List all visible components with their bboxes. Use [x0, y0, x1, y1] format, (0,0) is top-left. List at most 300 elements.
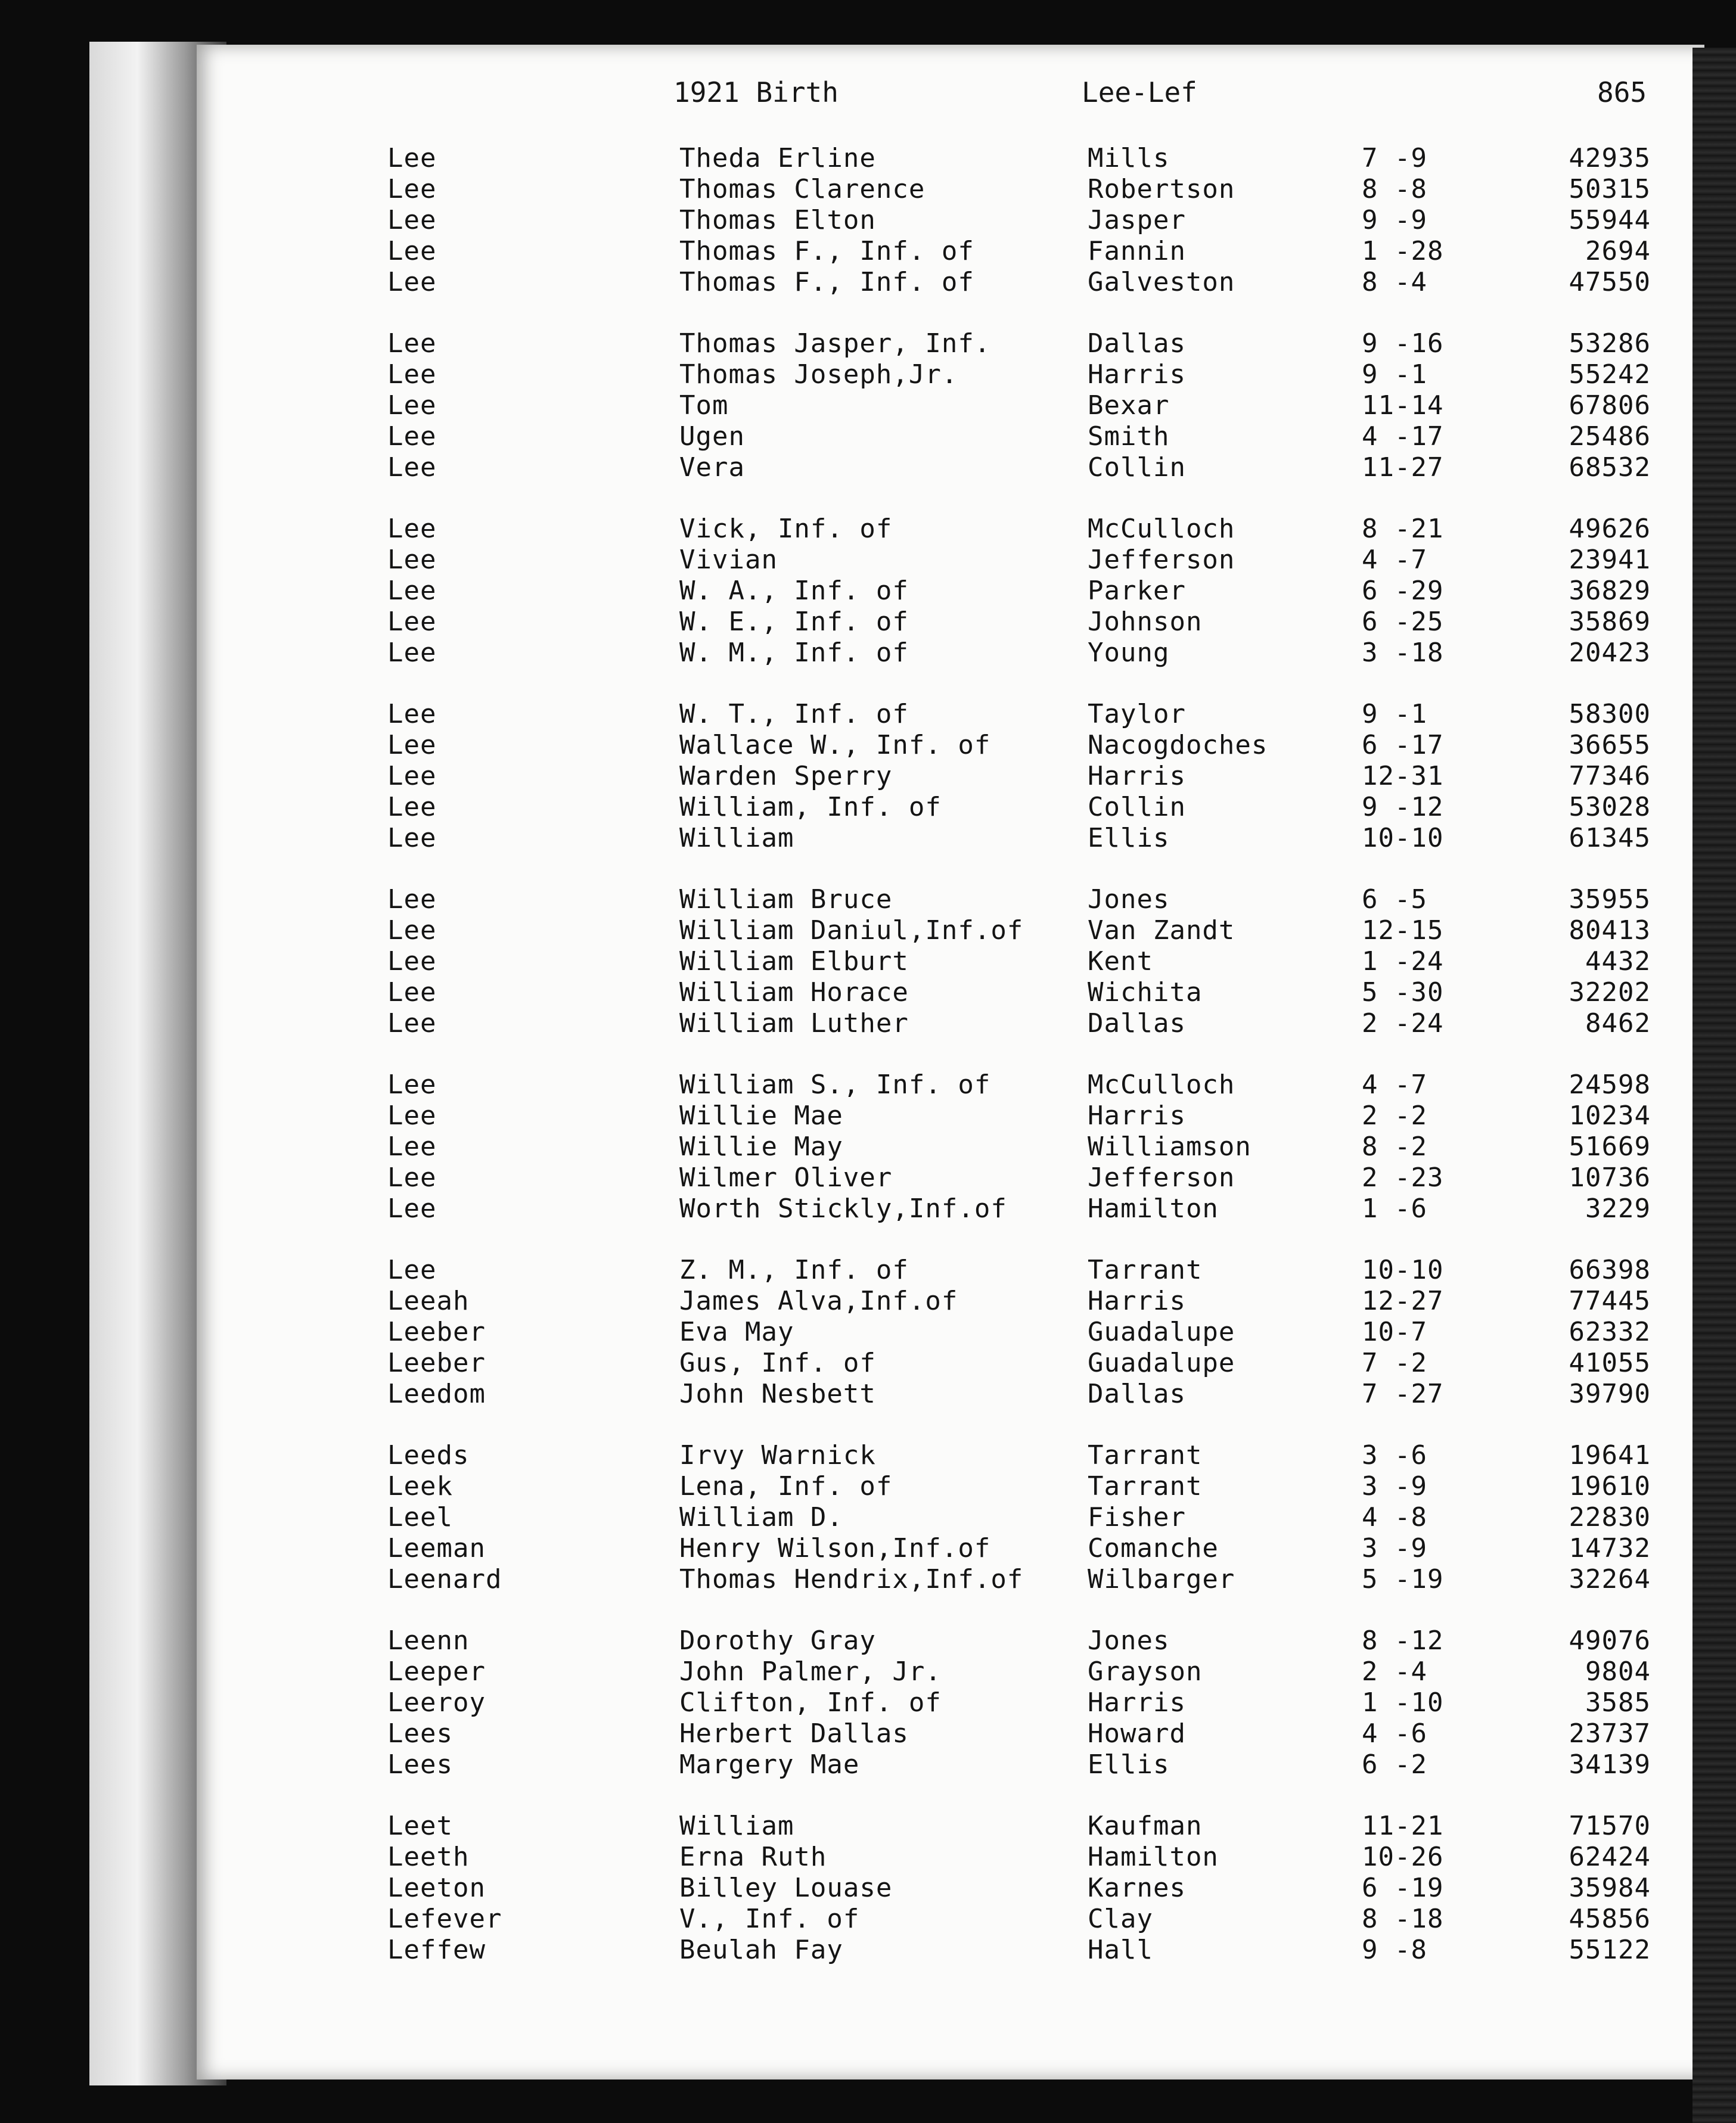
birth-date-cell: 8 -12	[1362, 1625, 1444, 1656]
certificate-number-cell: 35955	[1569, 884, 1651, 915]
page-header	[0, 76, 1736, 124]
index-entry-row	[0, 1008, 1736, 1039]
entry-group	[0, 699, 1736, 854]
entry-group	[0, 1811, 1736, 1966]
certificate-number-cell: 4432	[1585, 946, 1651, 977]
birth-date-cell: 6 -25	[1362, 607, 1444, 637]
surname-cell: Lee	[387, 946, 437, 977]
index-entry-row	[0, 977, 1736, 1008]
surname-cell: Lee	[387, 1193, 437, 1224]
index-entry-row	[0, 1317, 1736, 1348]
county-cell: Harris	[1088, 359, 1186, 390]
index-entry-row	[0, 1471, 1736, 1502]
certificate-number-cell: 25486	[1569, 421, 1651, 452]
given-name-cell: William S., Inf. of	[679, 1070, 991, 1100]
index-entry-row	[0, 1162, 1736, 1193]
birth-date-cell: 2 -2	[1362, 1101, 1427, 1131]
surname-cell: Leenn	[387, 1625, 470, 1656]
birth-date-cell: 9 -1	[1362, 699, 1427, 729]
birth-date-cell: 10-26	[1362, 1842, 1444, 1872]
surname-cell: Lee	[387, 884, 437, 915]
index-entry-row	[0, 390, 1736, 421]
given-name-cell: Thomas F., Inf. of	[679, 236, 974, 266]
certificate-number-cell: 55122	[1569, 1935, 1651, 1965]
certificate-number-cell: 55242	[1569, 359, 1651, 390]
certificate-number-cell: 35984	[1569, 1873, 1651, 1903]
entry-group	[0, 1625, 1736, 1780]
given-name-cell: Z. M., Inf. of	[679, 1255, 909, 1285]
given-name-cell: Margery Mae	[679, 1749, 860, 1780]
index-entry-row	[0, 452, 1736, 483]
index-entry-row	[0, 1379, 1736, 1410]
given-name-cell: Willie Mae	[679, 1101, 843, 1131]
certificate-number-cell: 49076	[1569, 1625, 1651, 1656]
surname-cell: Lee	[387, 174, 437, 204]
surname-cell: Lee	[387, 1255, 437, 1285]
certificate-number-cell: 77346	[1569, 761, 1651, 791]
birth-date-cell: 1 -10	[1362, 1687, 1444, 1718]
index-entry-row	[0, 143, 1736, 174]
given-name-cell: Lena, Inf. of	[679, 1471, 893, 1502]
birth-date-cell: 4 -6	[1362, 1718, 1427, 1749]
county-cell: Harris	[1088, 1687, 1186, 1718]
birth-date-cell: 1 -28	[1362, 236, 1444, 266]
surname-cell: Lee	[387, 1101, 437, 1131]
birth-date-cell: 3 -18	[1362, 638, 1444, 668]
county-cell: Smith	[1088, 421, 1170, 452]
given-name-cell: Ugen	[679, 421, 745, 452]
birth-date-cell: 8 -4	[1362, 267, 1427, 297]
given-name-cell: Clifton, Inf. of	[679, 1687, 942, 1718]
birth-index-list	[0, 143, 1736, 1996]
county-cell: Harris	[1088, 1286, 1186, 1316]
birth-date-cell: 7 -2	[1362, 1348, 1427, 1378]
certificate-number-cell: 62332	[1569, 1317, 1651, 1347]
birth-date-cell: 12-15	[1362, 915, 1444, 946]
surname-cell: Leeth	[387, 1842, 470, 1872]
birth-date-cell: 8 -8	[1362, 174, 1427, 204]
surname-cell: Lee	[387, 761, 437, 791]
birth-date-cell: 11-21	[1362, 1811, 1444, 1841]
certificate-number-cell: 50315	[1569, 174, 1651, 204]
surname-cell: Lee	[387, 792, 437, 822]
index-entry-row	[0, 545, 1736, 576]
birth-date-cell: 7 -9	[1362, 143, 1427, 173]
given-name-cell: Thomas Hendrix,Inf.of	[679, 1564, 1024, 1594]
county-cell: Jones	[1088, 1625, 1170, 1656]
surname-cell: Lee	[387, 267, 437, 297]
surname-cell: Leet	[387, 1811, 453, 1841]
index-entry-row	[0, 359, 1736, 390]
index-entry-row	[0, 607, 1736, 638]
index-entry-row	[0, 1935, 1736, 1966]
county-cell: Fisher	[1088, 1502, 1186, 1533]
county-cell: Dallas	[1088, 1379, 1186, 1409]
county-cell: Harris	[1088, 761, 1186, 791]
surname-cell: Leek	[387, 1471, 453, 1502]
index-entry-row	[0, 1904, 1736, 1935]
index-entry-row	[0, 1718, 1736, 1749]
index-entry-row	[0, 730, 1736, 761]
index-entry-row	[0, 1101, 1736, 1132]
given-name-cell: Wallace W., Inf. of	[679, 730, 991, 760]
birth-date-cell: 11-14	[1362, 390, 1444, 421]
index-entry-row	[0, 236, 1736, 267]
certificate-number-cell: 49626	[1569, 514, 1651, 544]
county-cell: Karnes	[1088, 1873, 1186, 1903]
index-entry-row	[0, 823, 1736, 854]
given-name-cell: W. T., Inf. of	[679, 699, 909, 729]
given-name-cell: W. M., Inf. of	[679, 638, 909, 668]
birth-date-cell: 5 -19	[1362, 1564, 1444, 1594]
given-name-cell: Thomas Clarence	[679, 174, 926, 204]
index-entry-row	[0, 946, 1736, 977]
index-entry-row	[0, 1255, 1736, 1286]
index-entry-row	[0, 1625, 1736, 1656]
index-entry-row	[0, 761, 1736, 792]
county-cell: Young	[1088, 638, 1170, 668]
surname-cell: Leeber	[387, 1348, 486, 1378]
given-name-cell: Irvy Warnick	[679, 1440, 876, 1471]
certificate-number-cell: 55944	[1569, 205, 1651, 235]
index-entry-row	[0, 884, 1736, 915]
certificate-number-cell: 8462	[1585, 1008, 1651, 1039]
index-entry-row	[0, 915, 1736, 946]
birth-date-cell: 5 -30	[1362, 977, 1444, 1008]
given-name-cell: Billey Louase	[679, 1873, 893, 1903]
surname-cell: Lee	[387, 143, 437, 173]
county-cell: Parker	[1088, 576, 1186, 606]
certificate-number-cell: 45856	[1569, 1904, 1651, 1934]
county-cell: McCulloch	[1088, 514, 1235, 544]
county-cell: Tarrant	[1088, 1440, 1203, 1471]
index-entry-row	[0, 421, 1736, 452]
given-name-cell: Henry Wilson,Inf.of	[679, 1533, 991, 1564]
surname-cell: Lee	[387, 915, 437, 946]
county-cell: Tarrant	[1088, 1255, 1203, 1285]
surname-cell: Lee	[387, 638, 437, 668]
certificate-number-cell: 3585	[1585, 1687, 1651, 1718]
given-name-cell: Theda Erline	[679, 143, 876, 173]
county-cell: Hall	[1088, 1935, 1153, 1965]
given-name-cell: Willie May	[679, 1132, 843, 1162]
county-cell: Comanche	[1088, 1533, 1219, 1564]
certificate-number-cell: 36655	[1569, 730, 1651, 760]
surname-cell: Leenard	[387, 1564, 502, 1594]
name-range-label: Lee-Lef	[1082, 76, 1197, 108]
entry-group	[0, 143, 1736, 298]
birth-date-cell: 3 -9	[1362, 1533, 1427, 1564]
surname-cell: Leeah	[387, 1286, 470, 1316]
county-cell: Wilbarger	[1088, 1564, 1235, 1594]
birth-date-cell: 6 -17	[1362, 730, 1444, 760]
index-entry-row	[0, 1533, 1736, 1564]
birth-date-cell: 11-27	[1362, 452, 1444, 483]
surname-cell: Lee	[387, 452, 437, 483]
surname-cell: Leeber	[387, 1317, 486, 1347]
certificate-number-cell: 2694	[1585, 236, 1651, 266]
given-name-cell: Eva May	[679, 1317, 794, 1347]
birth-date-cell: 3 -6	[1362, 1440, 1427, 1471]
county-cell: Robertson	[1088, 174, 1235, 204]
certificate-number-cell: 10234	[1569, 1101, 1651, 1131]
given-name-cell: Tom	[679, 390, 729, 421]
certificate-number-cell: 71570	[1569, 1811, 1651, 1841]
birth-date-cell: 8 -21	[1362, 514, 1444, 544]
county-cell: Dallas	[1088, 328, 1186, 359]
given-name-cell: John Palmer, Jr.	[679, 1656, 942, 1687]
surname-cell: Lee	[387, 236, 437, 266]
county-cell: Kent	[1088, 946, 1153, 977]
birth-date-cell: 8 -2	[1362, 1132, 1427, 1162]
birth-date-cell: 3 -9	[1362, 1471, 1427, 1502]
given-name-cell: John Nesbett	[679, 1379, 876, 1409]
county-cell: Jones	[1088, 884, 1170, 915]
certificate-number-cell: 24598	[1569, 1070, 1651, 1100]
given-name-cell: William	[679, 1811, 794, 1841]
county-cell: Howard	[1088, 1718, 1186, 1749]
record-year-label: 1921 Birth	[673, 76, 839, 108]
surname-cell: Lee	[387, 545, 437, 575]
surname-cell: Leeroy	[387, 1687, 486, 1718]
given-name-cell: William Horace	[679, 977, 909, 1008]
surname-cell: Lee	[387, 421, 437, 452]
county-cell: Johnson	[1088, 607, 1203, 637]
surname-cell: Lee	[387, 607, 437, 637]
certificate-number-cell: 53286	[1569, 328, 1651, 359]
given-name-cell: James Alva,Inf.of	[679, 1286, 958, 1316]
birth-date-cell: 9 -9	[1362, 205, 1427, 235]
certificate-number-cell: 34139	[1569, 1749, 1651, 1780]
surname-cell: Lee	[387, 328, 437, 359]
surname-cell: Lee	[387, 823, 437, 853]
given-name-cell: William D.	[679, 1502, 843, 1533]
certificate-number-cell: 67806	[1569, 390, 1651, 421]
index-entry-row	[0, 1811, 1736, 1842]
surname-cell: Lees	[387, 1718, 453, 1749]
given-name-cell: V., Inf. of	[679, 1904, 860, 1934]
birth-date-cell: 7 -27	[1362, 1379, 1444, 1409]
given-name-cell: William Elburt	[679, 946, 909, 977]
birth-date-cell: 1 -24	[1362, 946, 1444, 977]
county-cell: Tarrant	[1088, 1471, 1203, 1502]
certificate-number-cell: 23941	[1569, 545, 1651, 575]
given-name-cell: Wilmer Oliver	[679, 1162, 893, 1193]
county-cell: Grayson	[1088, 1656, 1203, 1687]
birth-date-cell: 8 -18	[1362, 1904, 1444, 1934]
index-entry-row	[0, 328, 1736, 359]
birth-date-cell: 6 -19	[1362, 1873, 1444, 1903]
county-cell: Kaufman	[1088, 1811, 1203, 1841]
index-entry-row	[0, 1564, 1736, 1595]
given-name-cell: Beulah Fay	[679, 1935, 843, 1965]
county-cell: Jasper	[1088, 205, 1186, 235]
certificate-number-cell: 61345	[1569, 823, 1651, 853]
county-cell: Clay	[1088, 1904, 1153, 1934]
county-cell: Hamilton	[1088, 1842, 1219, 1872]
entry-group	[0, 328, 1736, 483]
county-cell: Williamson	[1088, 1132, 1251, 1162]
entry-group	[0, 514, 1736, 669]
certificate-number-cell: 19641	[1569, 1440, 1651, 1471]
surname-cell: Lee	[387, 576, 437, 606]
certificate-number-cell: 77445	[1569, 1286, 1651, 1316]
birth-date-cell: 4 -7	[1362, 545, 1427, 575]
certificate-number-cell: 80413	[1569, 915, 1651, 946]
county-cell: Harris	[1088, 1101, 1186, 1131]
index-entry-row	[0, 514, 1736, 545]
surname-cell: Lee	[387, 359, 437, 390]
page-number: 865	[1597, 76, 1647, 108]
birth-date-cell: 4 -7	[1362, 1070, 1427, 1100]
entry-group	[0, 884, 1736, 1039]
given-name-cell: William Daniul,Inf.of	[679, 915, 1024, 946]
county-cell: Jefferson	[1088, 545, 1235, 575]
certificate-number-cell: 68532	[1569, 452, 1651, 483]
certificate-number-cell: 32264	[1569, 1564, 1651, 1594]
certificate-number-cell: 32202	[1569, 977, 1651, 1008]
index-entry-row	[0, 699, 1736, 730]
surname-cell: Lees	[387, 1749, 453, 1780]
certificate-number-cell: 20423	[1569, 638, 1651, 668]
index-entry-row	[0, 1440, 1736, 1471]
county-cell: Fannin	[1088, 236, 1186, 266]
county-cell: Jefferson	[1088, 1162, 1235, 1193]
given-name-cell: Thomas F., Inf. of	[679, 267, 974, 297]
birth-date-cell: 6 -2	[1362, 1749, 1427, 1780]
birth-date-cell: 2 -4	[1362, 1656, 1427, 1687]
birth-date-cell: 4 -8	[1362, 1502, 1427, 1533]
birth-date-cell: 10-10	[1362, 823, 1444, 853]
surname-cell: Leeper	[387, 1656, 486, 1687]
certificate-number-cell: 9804	[1585, 1656, 1651, 1687]
surname-cell: Lee	[387, 699, 437, 729]
surname-cell: Lee	[387, 514, 437, 544]
index-entry-row	[0, 576, 1736, 607]
index-entry-row	[0, 638, 1736, 669]
certificate-number-cell: 14732	[1569, 1533, 1651, 1564]
surname-cell: Leedom	[387, 1379, 486, 1409]
surname-cell: Lee	[387, 1132, 437, 1162]
birth-date-cell: 9 -12	[1362, 792, 1444, 822]
certificate-number-cell: 42935	[1569, 143, 1651, 173]
given-name-cell: Gus, Inf. of	[679, 1348, 876, 1378]
given-name-cell: William Luther	[679, 1008, 909, 1039]
surname-cell: Leel	[387, 1502, 453, 1533]
birth-date-cell: 4 -17	[1362, 421, 1444, 452]
birth-date-cell: 2 -23	[1362, 1162, 1444, 1193]
index-entry-row	[0, 267, 1736, 298]
index-entry-row	[0, 1873, 1736, 1904]
birth-date-cell: 10-10	[1362, 1255, 1444, 1285]
index-entry-row	[0, 792, 1736, 823]
certificate-number-cell: 66398	[1569, 1255, 1651, 1285]
county-cell: Hamilton	[1088, 1193, 1219, 1224]
index-entry-row	[0, 1502, 1736, 1533]
surname-cell: Lee	[387, 205, 437, 235]
county-cell: Guadalupe	[1088, 1348, 1235, 1378]
birth-date-cell: 12-27	[1362, 1286, 1444, 1316]
given-name-cell: Vick, Inf. of	[679, 514, 893, 544]
certificate-number-cell: 41055	[1569, 1348, 1651, 1378]
birth-date-cell: 9 -1	[1362, 359, 1427, 390]
index-entry-row	[0, 1070, 1736, 1101]
surname-cell: Leffew	[387, 1935, 486, 1965]
entry-group	[0, 1440, 1736, 1595]
given-name-cell: Thomas Jasper, Inf.	[679, 328, 991, 359]
county-cell: Collin	[1088, 792, 1186, 822]
birth-date-cell: 9 -8	[1362, 1935, 1427, 1965]
index-entry-row	[0, 1656, 1736, 1687]
county-cell: Nacogdoches	[1088, 730, 1268, 760]
certificate-number-cell: 35869	[1569, 607, 1651, 637]
surname-cell: Lee	[387, 1008, 437, 1039]
county-cell: Wichita	[1088, 977, 1203, 1008]
given-name-cell: Thomas Elton	[679, 205, 876, 235]
index-entry-row	[0, 1749, 1736, 1780]
county-cell: Van Zandt	[1088, 915, 1235, 946]
given-name-cell: W. E., Inf. of	[679, 607, 909, 637]
given-name-cell: Vivian	[679, 545, 778, 575]
surname-cell: Lefever	[387, 1904, 502, 1934]
certificate-number-cell: 23737	[1569, 1718, 1651, 1749]
given-name-cell: W. A., Inf. of	[679, 576, 909, 606]
certificate-number-cell: 58300	[1569, 699, 1651, 729]
certificate-number-cell: 10736	[1569, 1162, 1651, 1193]
surname-cell: Leeton	[387, 1873, 486, 1903]
given-name-cell: Worth Stickly,Inf.of	[679, 1193, 1007, 1224]
certificate-number-cell: 22830	[1569, 1502, 1651, 1533]
birth-date-cell: 10-7	[1362, 1317, 1427, 1347]
birth-date-cell: 9 -16	[1362, 328, 1444, 359]
surname-cell: Lee	[387, 390, 437, 421]
index-entry-row	[0, 1132, 1736, 1162]
index-entry-row	[0, 174, 1736, 205]
index-entry-row	[0, 1348, 1736, 1379]
county-cell: Dallas	[1088, 1008, 1186, 1039]
surname-cell: Leeman	[387, 1533, 486, 1564]
county-cell: Mills	[1088, 143, 1170, 173]
index-entry-row	[0, 1193, 1736, 1224]
entry-group	[0, 1255, 1736, 1410]
county-cell: Ellis	[1088, 1749, 1170, 1780]
birth-date-cell: 12-31	[1362, 761, 1444, 791]
county-cell: Galveston	[1088, 267, 1235, 297]
birth-date-cell: 2 -24	[1362, 1008, 1444, 1039]
certificate-number-cell: 62424	[1569, 1842, 1651, 1872]
surname-cell: Lee	[387, 977, 437, 1008]
entry-group	[0, 1070, 1736, 1224]
given-name-cell: William, Inf. of	[679, 792, 942, 822]
birth-date-cell: 6 -5	[1362, 884, 1427, 915]
given-name-cell: Vera	[679, 452, 745, 483]
certificate-number-cell: 47550	[1569, 267, 1651, 297]
surname-cell: Leeds	[387, 1440, 470, 1471]
certificate-number-cell: 36829	[1569, 576, 1651, 606]
certificate-number-cell: 19610	[1569, 1471, 1651, 1502]
county-cell: Bexar	[1088, 390, 1170, 421]
certificate-number-cell: 3229	[1585, 1193, 1651, 1224]
index-entry-row	[0, 1842, 1736, 1873]
given-name-cell: William Bruce	[679, 884, 893, 915]
surname-cell: Lee	[387, 1162, 437, 1193]
index-entry-row	[0, 1286, 1736, 1317]
given-name-cell: Dorothy Gray	[679, 1625, 876, 1656]
certificate-number-cell: 53028	[1569, 792, 1651, 822]
certificate-number-cell: 39790	[1569, 1379, 1651, 1409]
county-cell: Taylor	[1088, 699, 1186, 729]
surname-cell: Lee	[387, 1070, 437, 1100]
